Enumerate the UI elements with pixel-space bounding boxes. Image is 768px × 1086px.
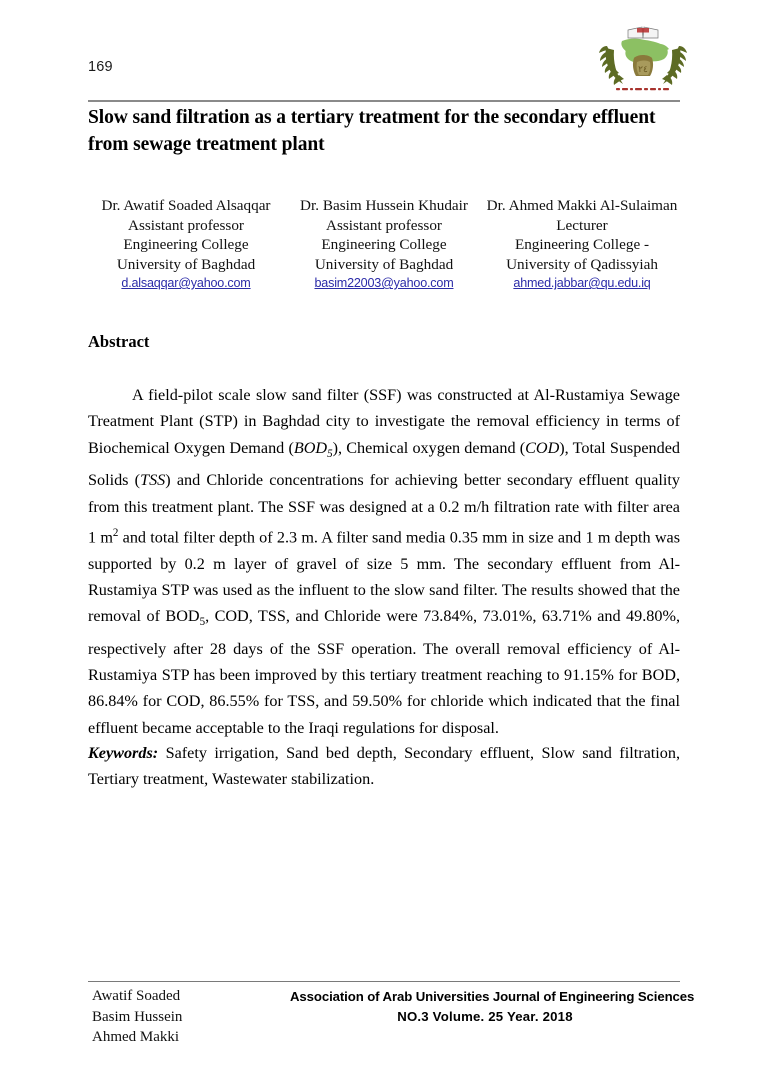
author-name: Dr. Awatif Soaded Alsaqqar: [101, 197, 271, 214]
abstract-text-part5: and total filter depth of 2.3 m. A filter sand media 0.35 mm in size and 1 m depth was supported by 0.2 m layer of gravel of size 5 mm. The secondary effluent from Al-Rustamiya STP was used as the influent to the slow sand filter. The results showed that the removal of BOD: [88, 528, 681, 626]
abstract-term-bod-subscript: 5: [327, 448, 333, 461]
journal-logo-icon: [596, 18, 690, 98]
header-divider: [88, 100, 680, 102]
abstract-term-cod: COD: [525, 438, 560, 457]
footer-issue-line: NO.3 Volume. 25 Year. 2018: [397, 1009, 573, 1024]
abstract-heading: Abstract: [88, 332, 150, 351]
abstract-bod-subscript-2: 5: [199, 616, 206, 629]
abstract-text-part4: ) and Chloride concentrations for achieving better secondary effluent quality from this treatment plant. The SSF was designed at a 0.2 m/h filtration rate with filter area 1 m: [88, 471, 680, 547]
footer-divider: [88, 981, 680, 982]
author-name: Dr. Ahmed Makki Al-Sulaiman: [486, 197, 678, 214]
abstract-text-part2: ), Chemical oxygen demand (: [332, 438, 526, 457]
keywords-text: Safety irrigation, Sand bed depth, Secondary effluent, Slow sand filtration, Tertiary treatment, Wastewater stabilization.: [88, 744, 680, 789]
author-email-link[interactable]: ahmed.jabbar@qu.edu.iq: [513, 276, 651, 290]
footer-author-name-2: Basim Hussein: [92, 1008, 183, 1025]
author-email-link[interactable]: d.alsaqqar@yahoo.com: [121, 276, 251, 290]
author-entry-2: [286, 196, 482, 293]
abstract-text-part6: , COD, TSS, and Chloride were 73.84%, 73.01%, 63.71% and 49.80%, respectively after 28 days of the SSF operation. The overall removal efficiency of Al-Rustamiya STP has been improved by this tertiary treatment reaching to 91.15% for BOD, 86.84% for COD, 86.55% for TSS, and 59.50% for chloride which indicated that the final effluent became acceptable to the Iraqi regulations for disposal.: [88, 607, 680, 737]
footer-author-name-3: Ahmed Makki: [92, 1029, 180, 1045]
keywords-block: [88, 740, 680, 792]
page-number: 169: [88, 59, 113, 75]
abstract-text-part1: A field-pilot scale slow sand filter (SSF) was constructed at Al-Rustamiya Sewage Treatment Plant (STP) in Baghdad city to investigate the removal efficiency in terms of Biochemical Oxygen Demand (: [88, 386, 680, 457]
page-title: Slow sand filtration as a tertiary treatment for the secondary effluent from sewage treatment plant: [88, 107, 656, 155]
footer-journal-info: [290, 987, 695, 1027]
abstract-text-part3: ), Total Suspended Solids (: [88, 438, 680, 490]
author-rank: Assistant professor: [325, 216, 442, 234]
footer-author-names: [92, 986, 182, 1048]
author-affiliation-line2: University of Baghdad: [116, 255, 256, 273]
abstract-term-tss: TSS: [140, 471, 166, 490]
author-affiliation-line2: University of Baghdad: [314, 255, 454, 273]
author-email-link[interactable]: basim22003@yahoo.com: [314, 276, 454, 290]
abstract-superscript-two: 2: [112, 526, 119, 539]
author-entry-3: [484, 196, 680, 293]
keywords-label: Keywords:: [88, 744, 159, 763]
abstract-term-bod: BOD: [293, 438, 328, 457]
footer-author-name-1: Awatif Soaded: [92, 988, 181, 1004]
author-affiliation-line1: Engineering College: [321, 236, 447, 253]
footer-journal-title: Association of Arab Universities Journal of Engineering Sciences: [290, 989, 695, 1004]
author-affiliation-line1: Engineering College -: [514, 236, 650, 253]
author-block: [88, 196, 680, 293]
author-name: Dr. Basim Hussein Khudair: [300, 197, 468, 214]
svg-text:٢٤: ٢٤: [638, 64, 648, 74]
author-entry-1: [88, 196, 284, 293]
author-affiliation-line2: University of Qadissyiah: [506, 255, 658, 273]
author-rank: Assistant professor: [127, 216, 244, 234]
author-affiliation-line1: Engineering College: [123, 236, 249, 253]
abstract-body: [88, 382, 680, 741]
author-rank: Lecturer: [556, 216, 608, 234]
